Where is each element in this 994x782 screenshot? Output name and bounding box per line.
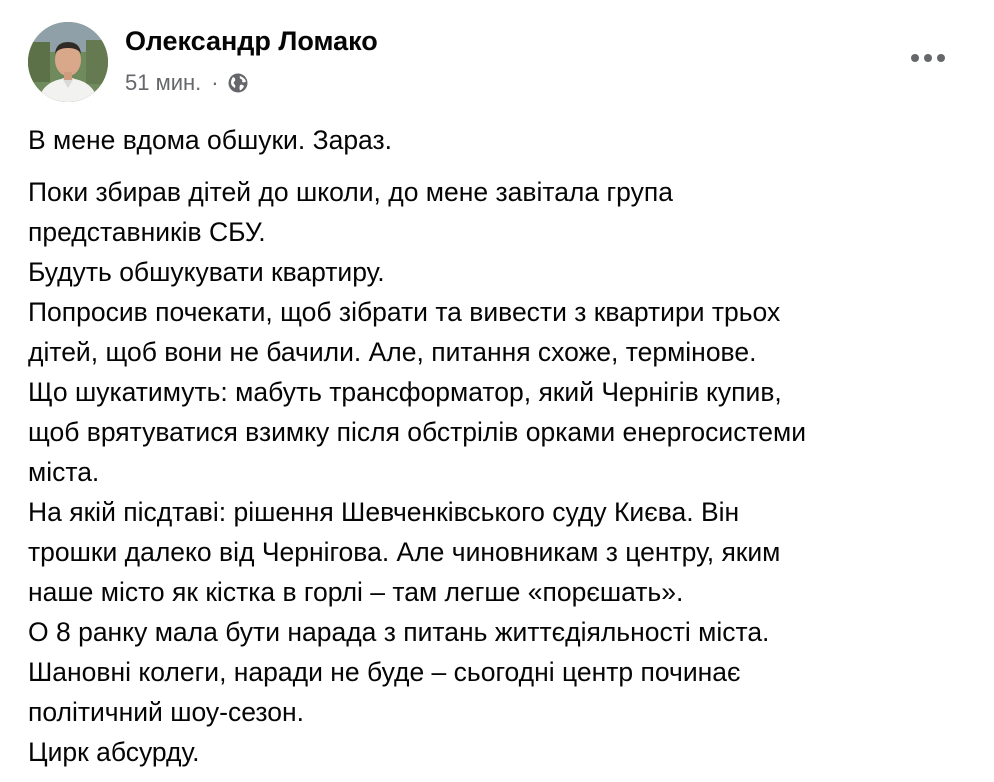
post-body-text <box>28 120 978 772</box>
post-text-line: Попросив почекати, щоб зібрати та вивести з квартири трьох <box>28 297 781 327</box>
post-text-line: наше місто як кістка в горлі – там легше «порєшать». <box>28 577 684 607</box>
more-options-button[interactable] <box>905 40 951 76</box>
post-paragraph <box>28 120 978 160</box>
post-text-line: трошки далеко від Чернігова. Але чиновникам з центру, яким <box>28 537 781 567</box>
meta-separator: · <box>211 70 219 95</box>
post-text-line: Шановні колеги, наради не буде – сьогодні центр починає <box>28 657 741 687</box>
post-text-line: Будуть обшукувати квартиру. <box>28 257 385 287</box>
author-name-link[interactable]: Олександр Ломако <box>125 26 378 56</box>
post-text-line: Цирк абсурду. <box>28 737 200 767</box>
avatar-photo <box>28 22 108 102</box>
post-timestamp[interactable]: 51 мин. <box>125 70 202 95</box>
post-text-line: В мене вдома обшуки. Зараз. <box>28 125 393 155</box>
post-text-line: дітей, щоб вони не бачили. Але, питання схоже, термінове. <box>28 337 757 367</box>
post-text-line: міста. <box>28 457 100 487</box>
post-meta <box>125 70 249 96</box>
more-horizontal-icon <box>910 53 946 63</box>
post-text-line: Поки збирав дітей до школи, до мене завітала група <box>28 177 673 207</box>
post-text-line: політичний шоу-сезон. <box>28 697 304 727</box>
post-text-line: На якій пісдтаві: рішення Шевченківського суду Києва. Він <box>28 497 740 527</box>
post-text-line: Що шукатимуть: мабуть трансформатор, який Чернігів купив, <box>28 377 782 407</box>
post-text-line: О 8 ранку мала бути нарада з питань життєдіяльності міста. <box>28 617 770 647</box>
post-paragraph <box>28 172 978 772</box>
post-text-line: щоб врятуватися взимку після обстрілів орками енергосистеми <box>28 417 807 447</box>
post-text-line: представників СБУ. <box>28 217 266 247</box>
globe-icon[interactable] <box>227 72 249 94</box>
author-avatar[interactable] <box>28 22 108 102</box>
